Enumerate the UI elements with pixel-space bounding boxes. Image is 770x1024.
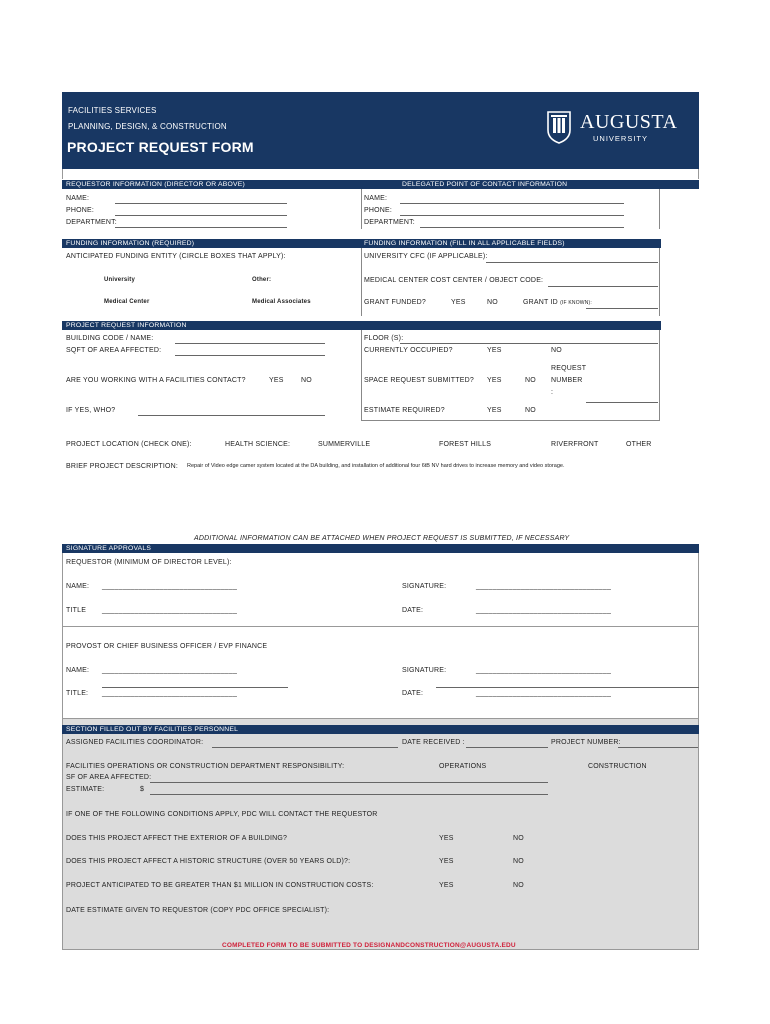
if-yes-field[interactable] (138, 415, 325, 416)
location-summerville[interactable]: SUMMERVILLE (318, 441, 371, 448)
occupied-no[interactable]: NO (551, 347, 562, 354)
million-no[interactable]: NO (513, 882, 524, 889)
provost-title-label: TITLE: (66, 690, 89, 697)
sig-signature-label: SIGNATURE: (402, 583, 447, 590)
sig-title-field[interactable]: _________________________________ (102, 607, 238, 614)
provost-name-underline (102, 687, 288, 688)
location-health-science[interactable]: HEALTH SCIENCE: (225, 441, 291, 448)
funding-medical-associates-option[interactable]: Medical Associates (252, 299, 311, 305)
estimate-no[interactable]: NO (525, 407, 536, 414)
grant-funded-label: GRANT FUNDED? (364, 299, 426, 306)
logo-name: AUGUSTA (580, 111, 678, 133)
estimate-required-label: ESTIMATE REQUIRED? (364, 407, 445, 414)
sf-affected-label: SF OF AREA AFFECTED: (66, 774, 152, 781)
requestor-name-label: NAME: (66, 195, 90, 202)
header-spacer (62, 169, 699, 179)
header-line2: PLANNING, DESIGN, & CONSTRUCTION (68, 122, 227, 131)
estimate-label: ESTIMATE: (66, 786, 105, 793)
university-shield-icon (546, 110, 572, 144)
location-other[interactable]: OTHER (626, 441, 652, 448)
if-yes-label: IF YES, WHO? (66, 407, 116, 414)
sqft-field[interactable] (175, 355, 325, 356)
delegated-name-label: NAME: (364, 195, 388, 202)
sig-title-label: TITLE (66, 607, 87, 614)
delegated-phone-label: PHONE: (364, 207, 393, 214)
project-bar (62, 321, 661, 330)
sqft-label: SQFT OF AREA AFFECTED: (66, 347, 162, 354)
grant-id-field[interactable] (586, 308, 658, 309)
space-yes[interactable]: YES (487, 377, 502, 384)
building-field[interactable] (175, 343, 325, 344)
provost-name-label: NAME: (66, 667, 90, 674)
estimate-field[interactable] (150, 794, 548, 795)
occupied-label: CURRENTLY OCCUPIED? (364, 347, 453, 354)
request-number-field[interactable] (586, 402, 658, 403)
facilities-title: SECTION FILLED OUT BY FACILITIES PERSONNEL (66, 726, 239, 733)
space-no[interactable]: NO (525, 377, 536, 384)
requestor-title: REQUESTOR INFORMATION (DIRECTOR OR ABOVE) (66, 181, 245, 188)
coordinator-label: ASSIGNED FACILITIES COORDINATOR: (66, 739, 204, 746)
provost-title-field[interactable]: _________________________________ (102, 690, 238, 697)
million-yes[interactable]: YES (439, 882, 454, 889)
grant-funded-no[interactable]: NO (487, 299, 498, 306)
historic-yes[interactable]: YES (439, 858, 454, 865)
project-number-field[interactable] (618, 747, 698, 748)
requestor-name-field[interactable] (115, 203, 287, 204)
responsibility-operations[interactable]: OPERATIONS (439, 763, 487, 770)
provost-label: PROVOST OR CHIEF BUSINESS OFFICER / EVP FINANCE (66, 643, 268, 650)
project-title: PROJECT REQUEST INFORMATION (66, 322, 187, 329)
delegated-department-label: DEPARTMENT: (364, 219, 415, 226)
requestor-department-label: DEPARTMENT: (66, 219, 117, 226)
estimate-yes[interactable]: YES (487, 407, 502, 414)
floor-field[interactable] (400, 343, 658, 344)
responsibility-label: FACILITIES OPERATIONS OR CONSTRUCTION DEPARTMENT RESPONSIBILITY: (66, 763, 345, 770)
requestor-bar (62, 180, 699, 189)
funding-other-option[interactable]: Other: (252, 277, 272, 283)
signature-bar (62, 544, 699, 553)
provost-signature-underline (436, 687, 699, 688)
requestor-phone-field[interactable] (115, 215, 287, 216)
cfc-field[interactable] (486, 262, 658, 263)
delegated-phone-field[interactable] (400, 215, 624, 216)
requestor-phone-label: PHONE: (66, 207, 95, 214)
form-title: PROJECT REQUEST FORM (67, 139, 254, 155)
historic-question: DOES THIS PROJECT AFFECT A HISTORIC STRUCTURE (OVER 50 YEARS OLD)?: (66, 858, 351, 865)
sig-date-label: DATE: (402, 607, 424, 614)
requestor-level-label: REQUESTOR (MINIMUM OF DIRECTOR LEVEL): (66, 559, 232, 566)
date-received-field[interactable] (466, 747, 548, 748)
exterior-yes[interactable]: YES (439, 835, 454, 842)
sig-date-field[interactable]: _________________________________ (476, 607, 612, 614)
provost-date-field[interactable]: _________________________________ (476, 690, 612, 697)
delegated-title: DELEGATED POINT OF CONTACT INFORMATION (402, 181, 568, 188)
provost-signature-label: SIGNATURE: (402, 667, 447, 674)
location-riverfront[interactable]: RIVERFRONT (551, 441, 599, 448)
facilities-bar (62, 725, 699, 734)
conditions-label: IF ONE OF THE FOLLOWING CONDITIONS APPLY, PDC WILL CONTACT THE REQUESTOR (66, 811, 378, 818)
request-number-label-1: REQUEST (551, 365, 587, 372)
form-header (62, 92, 699, 169)
anticipated-funding-label: ANTICIPATED FUNDING ENTITY (CIRCLE BOXES THAT APPLY): (66, 253, 286, 260)
description-value[interactable]: Repair of Video edge camer system located at the DA building, and installation of additional four 6tB NV hard drives to increase memory and video storage. (187, 463, 565, 469)
responsibility-construction[interactable]: CONSTRUCTION (588, 763, 647, 770)
requestor-department-field[interactable] (115, 227, 287, 228)
provost-date-label: DATE: (402, 690, 424, 697)
funding-title: FUNDING INFORMATION (REQUIRED) (66, 240, 195, 247)
working-no[interactable]: NO (301, 377, 312, 384)
provost-signature-field[interactable]: _________________________________ (476, 667, 612, 674)
funding-bar (62, 239, 661, 248)
header-line1: FACILITIES SERVICES (68, 106, 157, 115)
cfc-label: UNIVERSITY CFC (IF APPLICABLE): (364, 253, 488, 260)
cost-center-label: MEDICAL CENTER COST CENTER / OBJECT CODE: (364, 277, 544, 284)
date-estimate-label: DATE ESTIMATE GIVEN TO REQUESTOR (COPY PDC OFFICE SPECIALIST): (66, 907, 330, 914)
million-question: PROJECT ANTICIPATED TO BE GREATER THAN $1 MILLION IN CONSTRUCTION COSTS: (66, 882, 374, 889)
request-number-label-2: NUMBER (551, 377, 583, 384)
exterior-question: DOES THIS PROJECT AFFECT THE EXTERIOR OF A BUILDING? (66, 835, 288, 842)
funding-university-option[interactable]: University (104, 277, 136, 283)
cost-center-field[interactable] (548, 286, 658, 287)
sig-signature-field[interactable]: _________________________________ (476, 583, 612, 590)
grant-funded-yes[interactable]: YES (451, 299, 466, 306)
location-forest-hills[interactable]: FOREST HILLS (439, 441, 492, 448)
sf-affected-field[interactable] (150, 782, 548, 783)
sig-name-field[interactable]: _________________________________ (102, 583, 238, 590)
working-label: ARE YOU WORKING WITH A FACILITIES CONTACT? (66, 377, 246, 384)
occupied-yes[interactable]: YES (487, 347, 502, 354)
signature-title: SIGNATURE APPROVALS (66, 545, 152, 552)
sig-name-label: NAME: (66, 583, 90, 590)
additional-info-note: ADDITIONAL INFORMATION CAN BE ATTACHED WHEN PROJECT REQUEST IS SUBMITTED, IF NECESSARY (194, 535, 570, 542)
funding-medical-center-option[interactable]: Medical Center (104, 299, 150, 305)
description-label: BRIEF PROJECT DESCRIPTION: (66, 463, 179, 470)
logo-sub: UNIVERSITY (593, 134, 649, 143)
grant-id-label: GRANT ID (IF KNOWN): (523, 299, 592, 306)
coordinator-field[interactable] (212, 747, 398, 748)
exterior-no[interactable]: NO (513, 835, 524, 842)
building-label: BUILDING CODE / NAME: (66, 335, 154, 342)
project-number-label: PROJECT NUMBER: (551, 739, 621, 746)
delegated-name-field[interactable] (400, 203, 624, 204)
provost-name-field[interactable]: _________________________________ (102, 667, 238, 674)
historic-no[interactable]: NO (513, 858, 524, 865)
floor-label: FLOOR (S): (364, 335, 404, 342)
estimate-dollar: $ (140, 786, 145, 793)
date-received-label: DATE RECEIVED : (402, 739, 465, 746)
request-number-label-3: : (551, 389, 554, 396)
location-label: PROJECT LOCATION (CHECK ONE): (66, 441, 192, 448)
submission-email-note[interactable]: COMPLETED FORM TO BE SUBMITTED TO DESIGNANDCONSTRUCTION@AUGUSTA.EDU (222, 942, 516, 949)
funding-right-title: FUNDING INFORMATION (FILL IN ALL APPLICABLE FIELDS) (364, 240, 565, 247)
space-label: SPACE REQUEST SUBMITTED? (364, 377, 474, 384)
working-yes[interactable]: YES (269, 377, 284, 384)
delegated-department-field[interactable] (420, 227, 624, 228)
